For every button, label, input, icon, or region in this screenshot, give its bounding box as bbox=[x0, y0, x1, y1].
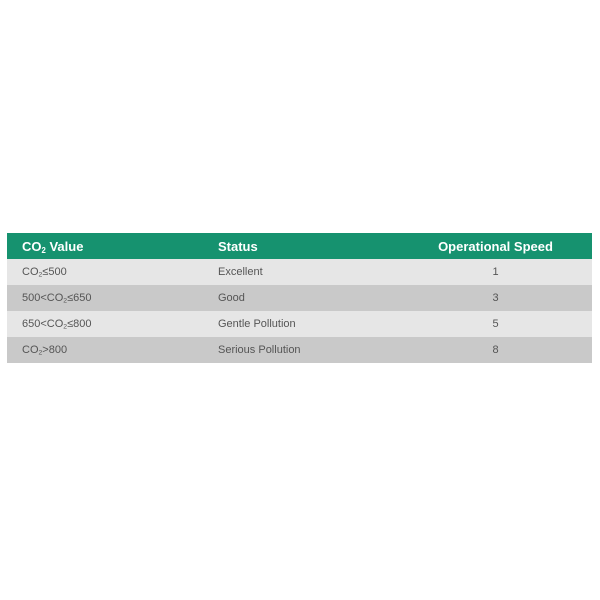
co2-value-cell: $650<CO_2\le 800$ bbox=[22, 318, 92, 331]
header-status: Status bbox=[218, 238, 258, 254]
co2-value-cell: $500<CO_2\le 650$ bbox=[22, 292, 92, 305]
status-cell: Serious Pollution bbox=[218, 344, 301, 356]
speed-cell: 5 bbox=[492, 318, 499, 330]
status-cell: Excellent bbox=[218, 266, 263, 278]
speed-cell: 8 bbox=[492, 344, 499, 356]
status-cell: Good bbox=[218, 292, 245, 304]
table-row bbox=[7, 285, 592, 311]
header-operational-speed: Operational Speed bbox=[438, 238, 553, 254]
co2-value-cell: $CO_2\le 500$ bbox=[22, 266, 67, 279]
table-header-row bbox=[7, 233, 592, 259]
table-row bbox=[7, 337, 592, 363]
speed-cell: 1 bbox=[492, 266, 499, 278]
table-row bbox=[7, 259, 592, 285]
speed-cell: 3 bbox=[492, 292, 499, 304]
status-cell: Gentle Pollution bbox=[218, 318, 296, 330]
co2-status-table bbox=[7, 233, 592, 363]
co2-value-cell: $CO_2>800$ bbox=[22, 344, 68, 357]
header-co2-value: $CO_2$ Value bbox=[22, 238, 84, 255]
table-row bbox=[7, 311, 592, 337]
